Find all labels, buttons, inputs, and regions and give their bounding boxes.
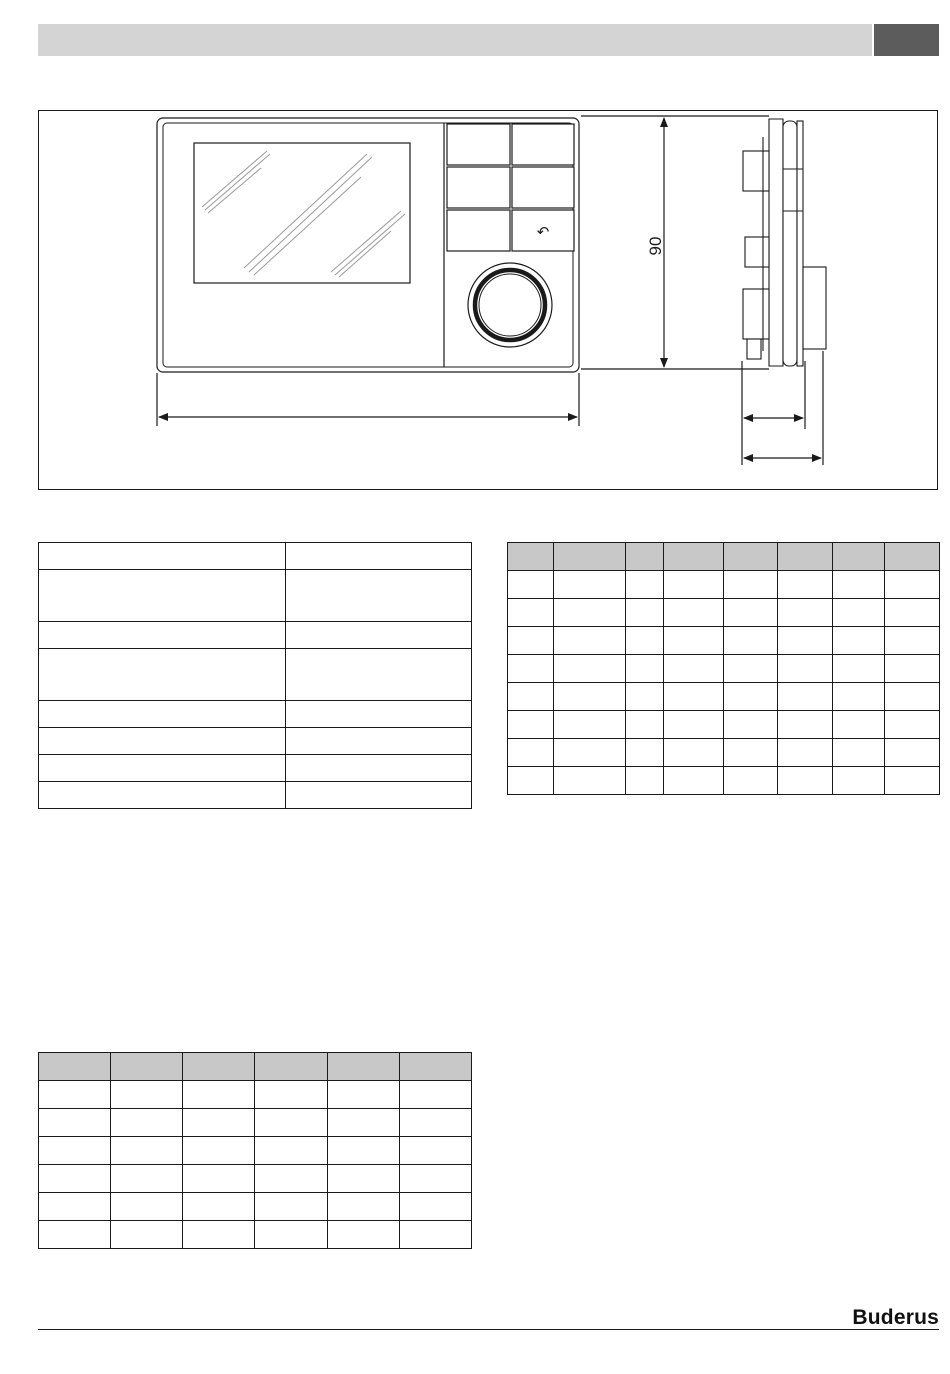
table-cell [833, 683, 885, 711]
table-cell [399, 1193, 471, 1221]
table-cell [39, 1221, 111, 1249]
table-cell [255, 1165, 327, 1193]
table-cell [724, 599, 778, 627]
spec-label-cell [39, 782, 286, 809]
table-cell [111, 1221, 183, 1249]
table-cell [885, 655, 940, 683]
table-cell [399, 1137, 471, 1165]
table-cell [399, 1165, 471, 1193]
display-screen [194, 143, 410, 283]
table-cell [327, 1193, 399, 1221]
table-cell [724, 627, 778, 655]
table-cell [554, 739, 626, 767]
table-cell [833, 599, 885, 627]
table-row [39, 1137, 472, 1165]
table-cell [885, 627, 940, 655]
spec-value-cell [286, 622, 472, 649]
table-cell [778, 571, 833, 599]
spec-value-cell [286, 543, 472, 570]
back-icon: ↶ [536, 223, 550, 241]
controller-front-view [157, 118, 579, 372]
spec-label-cell [39, 728, 286, 755]
column-header [724, 543, 778, 571]
table-cell [724, 655, 778, 683]
table-cell [508, 599, 554, 627]
table-cell [885, 711, 940, 739]
table-cell [554, 655, 626, 683]
spec-value-cell [286, 755, 472, 782]
table-row [39, 728, 472, 755]
table-cell [626, 683, 664, 711]
table-cell [626, 599, 664, 627]
table-cell [327, 1081, 399, 1109]
table-cell [664, 683, 724, 711]
spec-value-cell [286, 782, 472, 809]
table-cell [111, 1137, 183, 1165]
table-cell [724, 683, 778, 711]
table-cell [724, 739, 778, 767]
lower-table [38, 1052, 472, 1249]
column-header [508, 543, 554, 571]
table-cell [508, 767, 554, 795]
table-cell [111, 1165, 183, 1193]
column-header [183, 1053, 255, 1081]
table-cell [111, 1081, 183, 1109]
table-cell [554, 627, 626, 655]
table-header-row [39, 1053, 472, 1081]
table-cell [183, 1109, 255, 1137]
table-row [39, 782, 472, 809]
table-row [508, 683, 940, 711]
table-cell [399, 1221, 471, 1249]
page-header-bar [38, 24, 872, 56]
table-cell [399, 1081, 471, 1109]
table-cell [255, 1137, 327, 1165]
table-cell [664, 571, 724, 599]
spec-label-cell [39, 701, 286, 728]
table-row [508, 571, 940, 599]
table-cell [626, 627, 664, 655]
table-row [39, 622, 472, 649]
column-header [255, 1053, 327, 1081]
depth-dimension-short [742, 361, 805, 429]
dimension-drawing [38, 110, 938, 490]
table-row [39, 1081, 472, 1109]
table-row [508, 627, 940, 655]
table-cell [664, 767, 724, 795]
column-header [885, 543, 940, 571]
table-cell [508, 627, 554, 655]
table-cell [664, 627, 724, 655]
table-cell [626, 739, 664, 767]
table-row [39, 570, 472, 622]
table-row [508, 767, 940, 795]
spec-value-cell [286, 728, 472, 755]
table-cell [554, 767, 626, 795]
table-row [39, 701, 472, 728]
footer-rule [38, 1329, 939, 1330]
table-cell [664, 711, 724, 739]
table-row [39, 1165, 472, 1193]
table-cell [724, 711, 778, 739]
table-header-row [508, 543, 940, 571]
column-header [626, 543, 664, 571]
depth-dimension-long [742, 351, 823, 465]
table-cell [327, 1221, 399, 1249]
table-row [39, 543, 472, 570]
column-header [833, 543, 885, 571]
table-cell [778, 767, 833, 795]
table-cell [327, 1109, 399, 1137]
brand-logo: Buderus [852, 1306, 939, 1329]
table-cell [885, 571, 940, 599]
table-cell [554, 711, 626, 739]
chapter-tab [874, 24, 939, 56]
table-cell [327, 1165, 399, 1193]
dimension-drawing-svg [39, 111, 939, 491]
table-cell [833, 571, 885, 599]
table-cell [183, 1221, 255, 1249]
table-cell [399, 1109, 471, 1137]
table-cell [554, 683, 626, 711]
table-cell [508, 571, 554, 599]
table-cell [554, 571, 626, 599]
table-cell [778, 599, 833, 627]
width-dimension [157, 373, 579, 426]
table-cell [183, 1137, 255, 1165]
column-header [399, 1053, 471, 1081]
spec-label-cell [39, 543, 286, 570]
data-table [507, 542, 940, 795]
table-cell [554, 599, 626, 627]
table-cell [664, 739, 724, 767]
table-cell [39, 1193, 111, 1221]
table-cell [39, 1109, 111, 1137]
spec-label-cell [39, 755, 286, 782]
table-cell [833, 655, 885, 683]
table-cell [508, 739, 554, 767]
table-row [39, 1193, 472, 1221]
table-cell [255, 1081, 327, 1109]
table-row [508, 655, 940, 683]
table-cell [778, 739, 833, 767]
table-cell [111, 1193, 183, 1221]
key-2 [512, 124, 574, 165]
key-1 [447, 124, 510, 165]
table-cell [626, 711, 664, 739]
spec-value-cell [286, 649, 472, 701]
table-cell [39, 1165, 111, 1193]
button-grid [447, 124, 574, 251]
table-cell [833, 711, 885, 739]
table-cell [626, 767, 664, 795]
spec-label-cell [39, 649, 286, 701]
table-cell [664, 599, 724, 627]
table-cell [183, 1165, 255, 1193]
spec-label-cell [39, 570, 286, 622]
table-cell [39, 1081, 111, 1109]
column-header [111, 1053, 183, 1081]
controller-side-view [743, 119, 826, 366]
table-cell [885, 599, 940, 627]
table-cell [626, 571, 664, 599]
key-4 [512, 167, 574, 208]
spec-value-cell [286, 570, 472, 622]
table-cell [778, 711, 833, 739]
table-cell [833, 627, 885, 655]
column-header [554, 543, 626, 571]
column-header [778, 543, 833, 571]
table-cell [778, 627, 833, 655]
table-cell [327, 1137, 399, 1165]
table-cell [885, 767, 940, 795]
table-cell [255, 1193, 327, 1221]
key-3 [447, 167, 510, 208]
table-row [508, 599, 940, 627]
table-cell [885, 739, 940, 767]
table-cell [778, 655, 833, 683]
table-cell [508, 711, 554, 739]
column-header [39, 1053, 111, 1081]
table-cell [724, 571, 778, 599]
height-dimension-label: 90 [646, 236, 665, 256]
column-header [327, 1053, 399, 1081]
table-row [39, 1109, 472, 1137]
table-cell [255, 1109, 327, 1137]
spec-value-cell [286, 701, 472, 728]
spec-table [38, 542, 472, 809]
table-cell [183, 1193, 255, 1221]
table-cell [626, 655, 664, 683]
table-cell [778, 683, 833, 711]
column-header [664, 543, 724, 571]
table-cell [833, 739, 885, 767]
table-cell [724, 767, 778, 795]
table-row [508, 739, 940, 767]
table-cell [255, 1221, 327, 1249]
table-cell [508, 683, 554, 711]
table-cell [508, 655, 554, 683]
table-cell [183, 1081, 255, 1109]
spec-label-cell [39, 622, 286, 649]
table-cell [664, 655, 724, 683]
table-row [39, 755, 472, 782]
table-cell [885, 683, 940, 711]
key-5 [447, 210, 510, 251]
height-dimension [581, 116, 769, 369]
table-row [39, 649, 472, 701]
table-cell [111, 1109, 183, 1137]
table-cell [833, 767, 885, 795]
table-cell [39, 1137, 111, 1165]
table-row [508, 711, 940, 739]
table-row [39, 1221, 472, 1249]
